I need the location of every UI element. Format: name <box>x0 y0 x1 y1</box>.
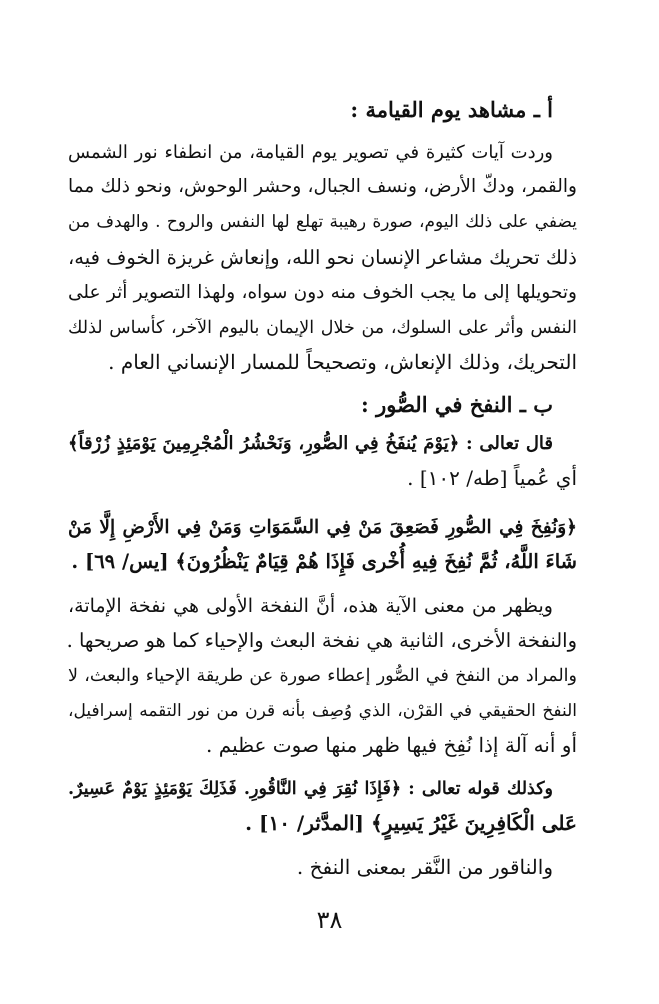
paragraph-a-line-7: التحريك، وذلك الإنعاش، وتصحيحاً للمسار الإنساني العام . <box>108 350 577 374</box>
verse-3-line-1: وكذلك قوله تعالى : ﴿فَإِذَا نُقِرَ فِي النَّاقُورِ. فَذَلِكَ يَوْمَئِذٍ يَوْمٌ عَسِيرٌ. <box>68 779 553 799</box>
verse-2-line-2: شَاءَ اللَّهُ، ثُمَّ نُفِخَ فِيهِ أُخْرى فَإِذَا هُمْ قِيَامٌ يَنْظُرُونَ﴾ [يس/ ٦٩] . <box>71 550 577 573</box>
verse-2-line-1: ﴿وَنُفِخَ فِي الصُّورِ فَصَعِقَ مَنْ فِي السَّمَوَاتِ وَمَنْ فِي الأَرْضِ إِلَّا مَنْ <box>68 517 577 538</box>
verse-1-line-2: أي عُمياً [طه/ ١٠٢] . <box>407 466 577 490</box>
paragraph-a-line-6: النفس وأثر على السلوك، من خلال الإيمان باليوم الآخر، كأساس لذلك <box>68 318 577 338</box>
paragraph-b-line-1: ويظهر من معنى الآية هذه، أنَّ النفخة الأولى هي نفخة الإماتة، <box>68 595 553 617</box>
page-number: ٣٨ <box>316 906 343 934</box>
paragraph-b-line-5: أو أنه آلة إذا نُفِخ فيها ظهر منها صوت عظيم . <box>206 733 577 757</box>
paragraph-a-line-5: وتحويلها إلى ما يجب الخوف منه دون سواه، ولهذا التصوير أثر على <box>68 282 577 303</box>
paragraph-b-line-3: والمراد من النفخ في الصُّور إعطاء صورة عن طريقة الإحياء والبعث، لا <box>68 666 577 686</box>
paragraph-b-line-4: النفخ الحقيقي في القرْن، الذي وُصِف بأنه قرن من نور التقمه إسرافيل، <box>68 701 577 721</box>
paragraph-a-line-4: ذلك تحريك مشاعر الإنسان نحو الله، وإنعاش غريزة الخوف فيه، <box>68 246 577 269</box>
paragraph-a-line-3: يضفي على ذلك اليوم، صورة رهيبة تهلع لها النفس والروح . والهدف من <box>68 212 577 232</box>
closing-line: والناقور من النَّقر بمعنى النفخ . <box>296 855 553 879</box>
section-b-heading: ب ـ النفخ في الصُّور : <box>361 392 553 417</box>
paragraph-a-line-1: وردت آيات كثيرة في تصوير يوم القيامة، من انطفاء نور الشمس <box>68 142 553 163</box>
paragraph-a-line-2: والقمر، ودكّ الأرض، ونسف الجبال، وحشر الوحوش، ونحو ذلك مما <box>68 176 577 197</box>
section-a-heading: أ ـ مشاهد يوم القيامة : <box>350 97 553 122</box>
verse-1-line-1: قال تعالى : ﴿يَوْمَ يُنفَخُ فِي الصُّورِ، وَنَحْشُرُ الْمُجْرِمِينَ يَوْمَئِذٍ زُرْقاً﴾ <box>68 433 553 454</box>
verse-3-line-2: عَلى الْكَافِرِينَ غَيْرُ يَسِيرٍ﴾ [المدَّثر/ ١٠] . <box>245 811 577 835</box>
paragraph-b-line-2: والنفخة الأخرى، الثانية هي نفخة البعث والإحياء كما هو صريحها . <box>66 629 577 652</box>
